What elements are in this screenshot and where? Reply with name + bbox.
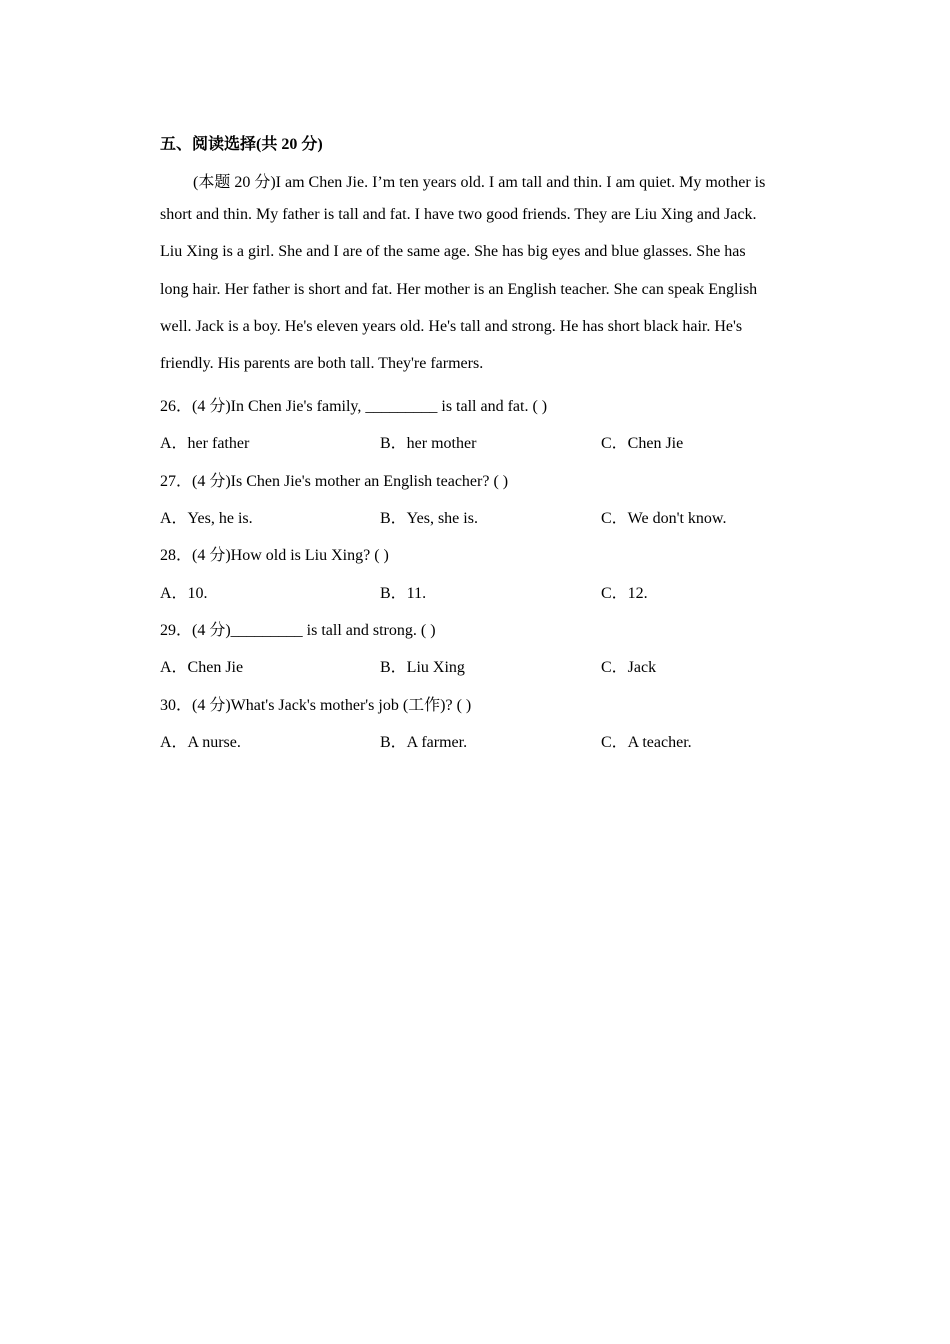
option-a: A．10. <box>160 585 208 602</box>
passage-line: friendly. His parents are both tall. They're farmers. <box>160 355 484 372</box>
option-c: C．A teacher. <box>601 734 692 751</box>
question-stem: 27．(4 分)Is Chen Jie's mother an English teacher? ( ) <box>160 473 509 490</box>
passage-line: long hair. Her father is short and fat. Her mother is an English teacher. She can speak English <box>160 281 758 298</box>
option-b: B．A farmer. <box>380 734 468 751</box>
passage-line: well. Jack is a boy. He's eleven years old. He's tall and strong. He has short black hair. He's <box>160 318 743 335</box>
answer-options <box>160 430 800 452</box>
option-b: B．Liu Xing <box>380 659 465 676</box>
passage-line: short and thin. My father is tall and fat. I have two good friends. They are Liu Xing and Jack. <box>160 206 757 223</box>
option-a: A．A nurse. <box>160 734 241 751</box>
answer-options <box>160 729 800 751</box>
section-title: 五、阅读选择(共 20 分) <box>160 136 323 153</box>
option-c: C．12. <box>601 585 648 602</box>
option-a: A．her father <box>160 435 250 452</box>
option-b: B．her mother <box>380 435 477 452</box>
question-stem: 26．(4 分)In Chen Jie's family, _________ is tall and fat. ( ) <box>160 398 548 415</box>
option-b: B．Yes, she is. <box>380 510 478 527</box>
option-a: A．Yes, he is. <box>160 510 253 527</box>
question-stem: 29．(4 分)_________ is tall and strong. ( ) <box>160 622 436 639</box>
answer-options <box>160 505 800 527</box>
question-stem: 30．(4 分)What's Jack's mother's job (工作)? ( ) <box>160 697 472 714</box>
option-c: C．Chen Jie <box>601 435 684 452</box>
answer-options <box>160 654 800 676</box>
option-c: C．We don't know. <box>601 510 727 527</box>
passage-line: (本题 20 分)I am Chen Jie. I’m ten years old. I am tall and thin. I am quiet. My mother is <box>193 174 766 191</box>
answer-options <box>160 580 800 602</box>
option-c: C．Jack <box>601 659 657 676</box>
option-b: B．11. <box>380 585 427 602</box>
option-a: A．Chen Jie <box>160 659 244 676</box>
passage-line: Liu Xing is a girl. She and I are of the same age. She has big eyes and blue glasses. She has <box>160 243 746 260</box>
question-stem: 28．(4 分)How old is Liu Xing? ( ) <box>160 547 389 564</box>
